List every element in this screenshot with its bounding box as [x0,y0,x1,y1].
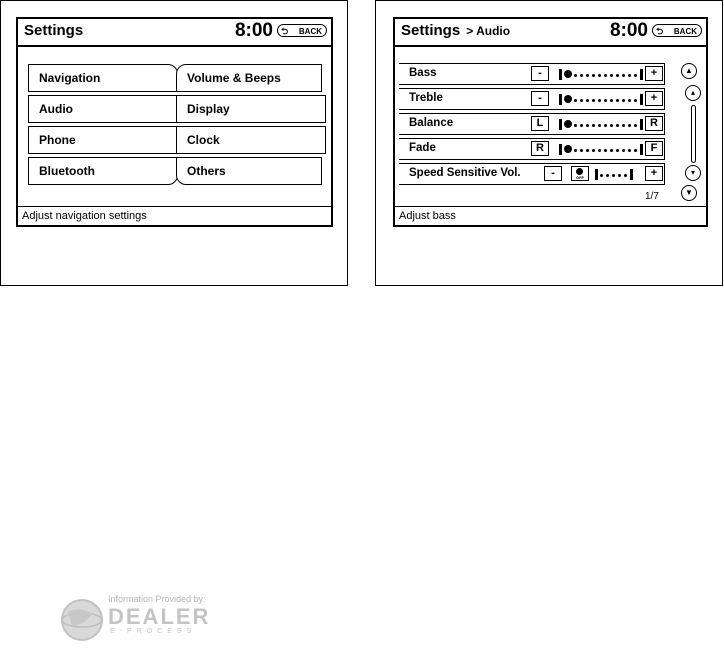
scroll-up-icon[interactable]: ▴ [685,85,701,101]
slider-step [598,74,601,77]
slider-step [624,174,627,177]
slider-step [616,124,619,127]
slider-step [634,149,637,152]
scroll-down-icon[interactable]: ▾ [685,165,701,181]
slider-step [610,124,613,127]
page-up-icon[interactable]: ▲ [681,63,697,79]
off-label: OFF [576,175,584,180]
slider-max-tick [630,169,633,180]
menu-item-volume-beeps[interactable] [176,64,322,92]
slider-step [574,74,577,77]
slider-step [586,74,589,77]
slider-step [580,124,583,127]
slider-min-tick [559,94,562,105]
increase-button[interactable]: R [645,116,663,131]
slider-step [598,124,601,127]
decrease-button[interactable]: - [531,91,549,106]
slider-step [634,74,637,77]
menu-item-audio[interactable] [28,95,182,123]
decrease-button[interactable]: - [544,166,562,181]
slider-step [622,149,625,152]
slider-step [580,74,583,77]
slider-min-tick [559,119,562,130]
slider-min-tick [559,69,562,80]
slider-step [616,99,619,102]
left-figure-frame [0,0,348,286]
row-label: Balance [409,117,454,129]
settings-screen [16,17,333,227]
slider-step [586,149,589,152]
slider-step [574,99,577,102]
slider-step [618,174,621,177]
slider-step [628,74,631,77]
right-figure-frame [375,0,723,286]
slider-step [574,149,577,152]
slider-step [598,99,601,102]
slider-step [622,99,625,102]
slider-step [592,74,595,77]
status-bar: Adjust bass [395,206,706,225]
menu-item-phone[interactable] [28,126,182,154]
menu-item-others[interactable] [176,157,322,185]
slider-step [610,74,613,77]
slider-step [592,124,595,127]
back-label: BACK [673,27,697,36]
slider-max-tick [640,69,643,80]
off-button[interactable] [571,166,589,181]
slider-step [580,99,583,102]
slider-step [604,124,607,127]
clock: 8:00 [234,20,273,41]
slider-step [574,124,577,127]
slider-step [628,124,631,127]
slider-max-tick [640,119,643,130]
slider-max-tick [640,144,643,155]
globe-logo-icon [58,596,106,644]
back-button[interactable] [652,24,702,37]
watermark-sub: E-PROCESS [110,628,197,635]
menu-label: Others [187,164,226,178]
slider-step [604,99,607,102]
watermark-brand: DEALER [108,604,211,629]
breadcrumb: > Audio [466,24,511,38]
audio-row[interactable] [399,63,665,85]
menu-label: Navigation [39,71,101,85]
row-label: Bass [409,67,437,79]
back-arrow-icon: ⮌ [281,26,289,36]
slider-min-tick [595,169,598,180]
audio-row[interactable] [399,88,665,110]
increase-button[interactable]: + [645,166,663,181]
increase-button[interactable]: + [645,66,663,81]
audio-row[interactable] [399,138,665,160]
slider-step [592,99,595,102]
slider-step [592,149,595,152]
increase-button[interactable]: + [645,91,663,106]
decrease-button[interactable]: R [531,141,549,156]
audio-settings-screen [393,17,708,227]
slider-step [606,174,609,177]
clock: 8:00 [609,20,648,41]
slider-max-tick [640,94,643,105]
slider-step [586,99,589,102]
menu-item-navigation[interactable] [28,64,178,92]
slider-step [622,124,625,127]
menu-item-display[interactable] [176,95,326,123]
slider-step [616,74,619,77]
slider-step [628,99,631,102]
back-button[interactable] [277,24,327,37]
menu-item-clock[interactable] [176,126,326,154]
slider-step [622,74,625,77]
scrollbar-track[interactable] [691,105,696,163]
page-title: Settings [24,22,84,39]
status-bar: Adjust navigation settings [18,206,331,225]
watermark-caption: Information Provided by: [108,594,206,604]
menu-label: Display [187,102,230,116]
slider-knob[interactable] [564,145,572,153]
menu-label: Volume & Beeps [187,71,281,85]
audio-row[interactable] [399,113,665,135]
slider-step [616,149,619,152]
back-arrow-icon: ⮌ [656,26,664,36]
slider-knob[interactable] [564,120,572,128]
slider-step [634,124,637,127]
row-label: Treble [409,92,443,104]
back-label: BACK [298,27,322,36]
slider-step [634,99,637,102]
menu-label: Audio [39,102,73,116]
decrease-button[interactable]: L [531,116,549,131]
audio-row[interactable] [399,163,665,185]
menu-label: Phone [39,133,76,147]
decrease-button[interactable]: - [531,66,549,81]
page-down-icon[interactable]: ▼ [681,185,697,201]
slider-step [600,174,603,177]
off-dot-icon [576,168,583,175]
dealer-eprocess-watermark [58,590,268,646]
menu-label: Bluetooth [39,164,95,178]
slider-min-tick [559,144,562,155]
slider-step [598,149,601,152]
page-title: Settings > Audio [401,22,511,39]
slider-step [610,149,613,152]
slider-step [604,149,607,152]
header-bar [18,19,331,47]
slider-step [586,124,589,127]
slider-step [580,149,583,152]
row-label: Speed Sensitive Vol. [409,167,521,179]
slider-step [628,149,631,152]
page-indicator: 1/7 [645,191,659,202]
menu-label: Clock [187,133,220,147]
slider-step [604,74,607,77]
slider-step [610,99,613,102]
slider-knob[interactable] [564,70,572,78]
slider-step [612,174,615,177]
slider-knob[interactable] [564,95,572,103]
menu-item-bluetooth[interactable] [28,157,178,185]
row-label: Fade [409,142,436,154]
increase-button[interactable]: F [645,141,663,156]
header-bar [395,19,706,47]
